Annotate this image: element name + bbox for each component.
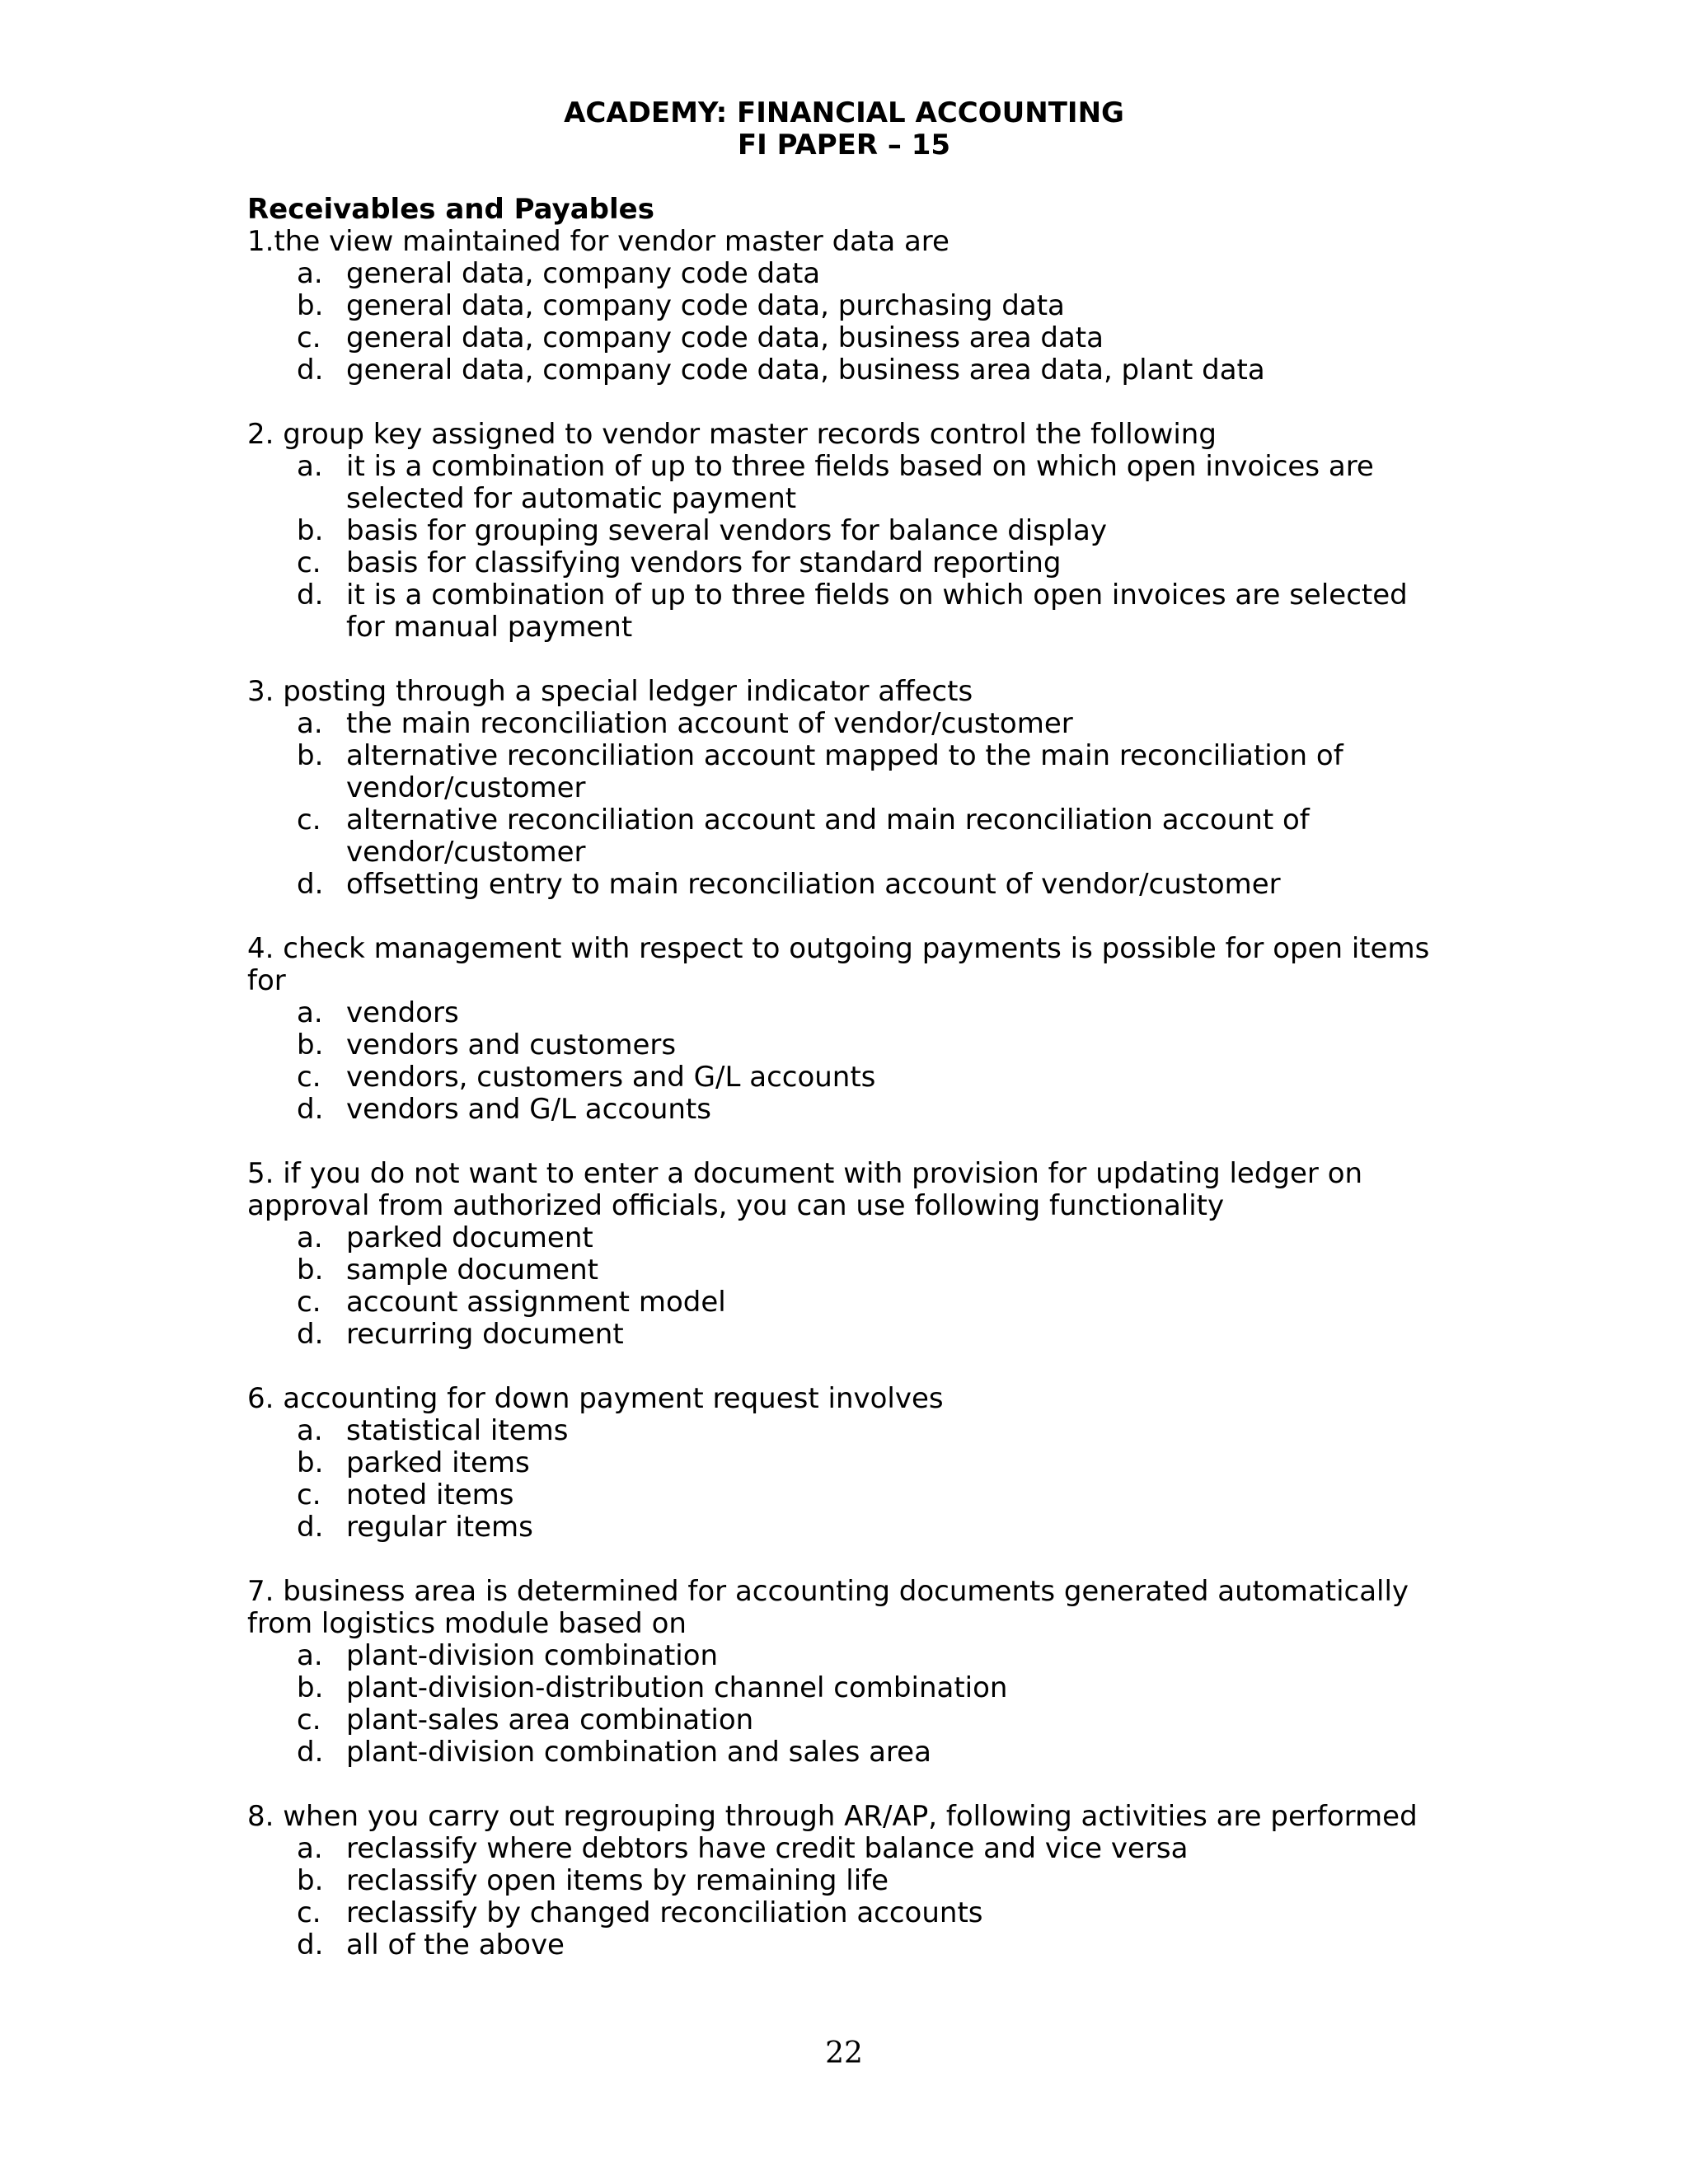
option-letter: b. [297,514,324,547]
option-text: account assignment model [346,1286,726,1319]
option-letter-box [247,322,346,354]
option-text: reclassify by changed reconciliation accounts [346,1896,983,1929]
option-letter-box [247,451,346,515]
question-6 [247,1383,1451,1544]
option-letter-box [247,708,346,740]
option-letter-box [247,1865,346,1897]
answer-option [247,1704,1451,1736]
option-text: general data, company code data, business area data, plant data [346,354,1265,387]
question-stem: 8. when you carry out regrouping through AR/AP, following activities are performed [247,1800,1418,1833]
option-letter-box [247,1254,346,1286]
question-3 [247,676,1451,901]
question-stem: 5. if you do not want to enter a document with provision for updating ledger on approval from authorized officials, you can use following functionality [247,1157,1363,1222]
option-text: basis for grouping several vendors for balance display [346,514,1107,547]
option-letter-box [247,258,346,290]
option-list [247,1222,1451,1351]
option-letter: c. [297,321,321,354]
option-text: vendors [346,996,459,1029]
option-text: general data, company code data, purchasing data [346,289,1065,322]
option-letter-box [247,1704,346,1736]
option-text: reclassify where debtors have credit balance and vice versa [346,1832,1189,1865]
option-text: offsetting entry to main reconciliation account of vendor/customer [346,868,1281,901]
answer-option [247,740,1451,804]
option-text: basis for classifying vendors for standard reporting [346,546,1062,579]
option-list [247,997,1451,1126]
option-letter: a. [297,707,323,740]
option-letter: b. [297,1029,324,1062]
option-text: vendors and G/L accounts [346,1093,711,1126]
option-letter: b. [297,1671,324,1704]
answer-option [247,869,1451,901]
document-page [247,97,1451,1994]
question-stem: 2. group key assigned to vendor master records control the following [247,418,1217,451]
option-text: vendors, customers and G/L accounts [346,1061,876,1094]
answer-option [247,1640,1451,1672]
answer-option [247,1511,1451,1544]
question-stem: 4. check management with respect to outgoing payments is possible for open items for [247,932,1430,997]
answer-option [247,547,1451,579]
option-letter: a. [297,1639,323,1672]
option-text: statistical items [346,1414,569,1447]
option-letter: b. [297,1446,324,1479]
option-letter: a. [297,1414,323,1447]
option-list [247,1415,1451,1544]
option-letter-box [247,1319,346,1351]
spacer [247,162,1451,194]
answer-option [247,1319,1451,1351]
answer-option [247,997,1451,1029]
option-letter: a. [297,257,323,290]
option-text: plant-division combination and sales area [346,1736,931,1769]
option-text: plant-division combination [346,1639,719,1672]
option-letter-box [247,1479,346,1511]
option-text: reclassify open items by remaining life [346,1864,889,1897]
document-title: ACADEMY: FINANCIAL ACCOUNTING [564,96,1124,129]
answer-option [247,1415,1451,1447]
answer-option [247,1286,1451,1319]
answer-option [247,1254,1451,1286]
option-letter: b. [297,1864,324,1897]
option-text: regular items [346,1511,533,1544]
option-letter: c. [297,546,321,579]
option-letter-box [247,1833,346,1865]
option-letter-box [247,1929,346,1961]
answer-option [247,1479,1451,1511]
option-letter: c. [297,1896,321,1929]
option-letter: d. [297,354,324,387]
option-text: parked document [346,1221,593,1254]
option-letter: d. [297,1093,324,1126]
paper-subtitle: FI PAPER – 15 [737,129,951,162]
option-letter: b. [297,1254,324,1286]
option-letter-box [247,1286,346,1319]
option-letter: b. [297,289,324,322]
option-text: vendors and customers [346,1029,677,1062]
question-7 [247,1576,1451,1769]
question-4 [247,933,1451,1126]
option-letter-box [247,1897,346,1929]
option-letter: a. [297,450,323,483]
option-letter: c. [297,804,321,837]
option-letter-box [247,1640,346,1672]
option-text: sample document [346,1254,598,1286]
question-stem: 1.the view maintained for vendor master data are [247,225,950,258]
option-text: alternative reconciliation account mapped to the main reconciliation of vendor/customer [346,739,1343,804]
option-letter: d. [297,1929,324,1961]
option-letter-box [247,869,346,901]
answer-option [247,1897,1451,1929]
option-letter-box [247,1415,346,1447]
option-letter-box [247,515,346,547]
option-letter: c. [297,1286,321,1319]
option-letter: c. [297,1479,321,1511]
section-heading: Receivables and Payables [247,193,654,226]
answer-option [247,322,1451,354]
option-list [247,258,1451,387]
option-text: general data, company code data [346,257,821,290]
answer-option [247,1865,1451,1897]
answer-option [247,1833,1451,1865]
answer-option [247,1736,1451,1769]
option-letter: d. [297,579,324,612]
question-stem: 7. business area is determined for accounting documents generated automatically from logistics module based on [247,1575,1409,1640]
question-stem: 6. accounting for down payment request involves [247,1382,944,1415]
option-letter-box [247,997,346,1029]
option-text: noted items [346,1479,514,1511]
answer-option [247,1222,1451,1254]
answer-option [247,1029,1451,1062]
answer-option [247,708,1451,740]
answer-option [247,258,1451,290]
option-text: alternative reconciliation account and main reconciliation account of vendor/customer [346,804,1310,869]
option-list [247,708,1451,901]
option-text: it is a combination of up to three fields based on which open invoices are selected for automatic payment [346,450,1374,515]
answer-option [247,1447,1451,1479]
question-8 [247,1801,1451,1961]
option-letter: d. [297,868,324,901]
answer-option [247,1062,1451,1094]
option-text: plant-division-distribution channel combination [346,1671,1008,1704]
option-letter: b. [297,739,324,772]
option-text: plant-sales area combination [346,1704,754,1736]
answer-option [247,515,1451,547]
option-letter: d. [297,1318,324,1351]
option-letter: a. [297,996,323,1029]
question-stem: 3. posting through a special ledger indicator affects [247,675,973,708]
option-letter-box [247,354,346,387]
option-letter: d. [297,1511,324,1544]
question-list [247,226,1451,1961]
option-letter: d. [297,1736,324,1769]
option-letter-box [247,1511,346,1544]
option-letter-box [247,804,346,869]
option-list [247,451,1451,644]
option-text: the main reconciliation account of vendor/customer [346,707,1073,740]
option-letter-box [247,1447,346,1479]
option-letter-box [247,1672,346,1704]
answer-option [247,290,1451,322]
option-list [247,1833,1451,1961]
question-1 [247,226,1451,387]
option-letter-box [247,1094,346,1126]
question-2 [247,419,1451,644]
option-text: recurring document [346,1318,624,1351]
page-number: 22 [825,2036,863,2070]
option-letter-box [247,1062,346,1094]
option-list [247,1640,1451,1769]
option-letter: c. [297,1704,321,1736]
answer-option [247,1929,1451,1961]
option-letter-box [247,579,346,644]
option-text: all of the above [346,1929,565,1961]
option-text: it is a combination of up to three fields on which open invoices are selected for manual payment [346,579,1408,644]
answer-option [247,451,1451,515]
option-letter: a. [297,1832,323,1865]
option-letter-box [247,740,346,804]
option-letter-box [247,1029,346,1062]
question-5 [247,1158,1451,1351]
answer-option [247,1094,1451,1126]
option-letter-box [247,290,346,322]
option-text: general data, company code data, business area data [346,321,1104,354]
option-letter-box [247,1222,346,1254]
option-letter-box [247,547,346,579]
answer-option [247,804,1451,869]
answer-option [247,579,1451,644]
option-letter: a. [297,1221,323,1254]
option-letter: c. [297,1061,321,1094]
option-letter-box [247,1736,346,1769]
option-text: parked items [346,1446,530,1479]
answer-option [247,354,1451,387]
answer-option [247,1672,1451,1704]
